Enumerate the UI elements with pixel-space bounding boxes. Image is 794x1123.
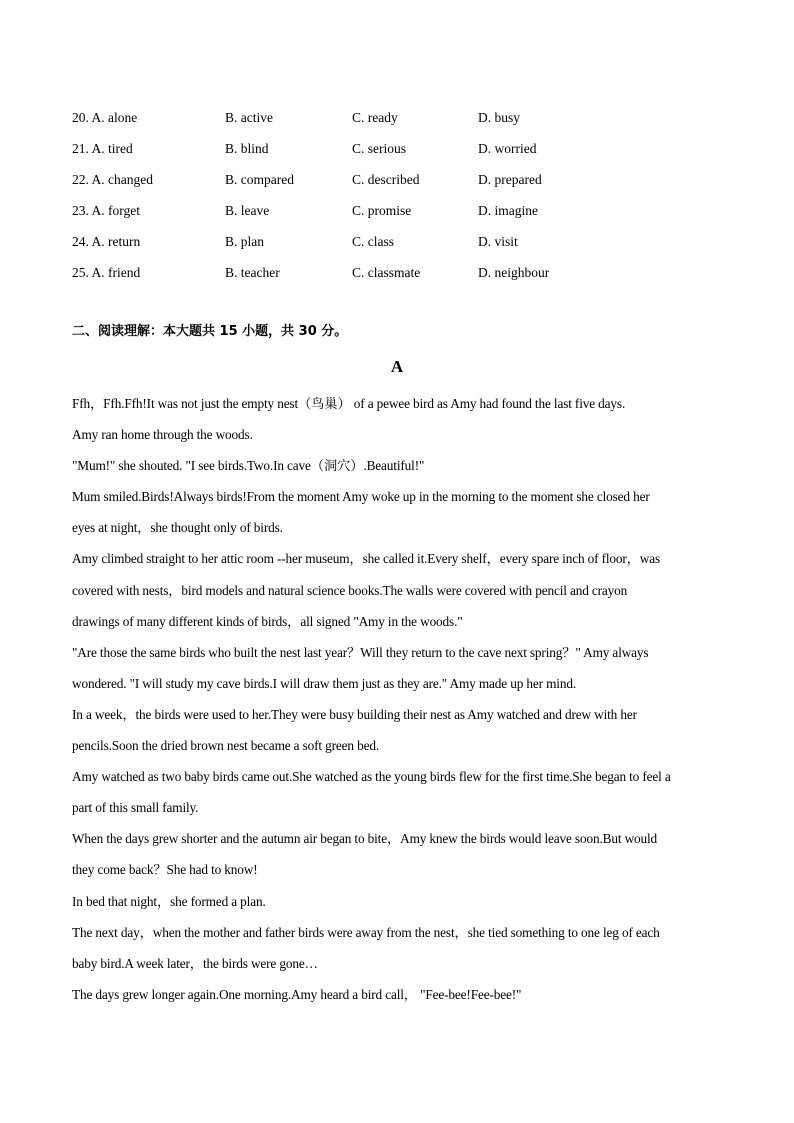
- passage-line: part of this small family.: [72, 800, 199, 816]
- passage-line: Mum smiled.Birds!Always birds!From the moment Amy woke up in the morning to the moment she closed her: [72, 489, 650, 505]
- option-a: 21. A. tired: [72, 140, 133, 156]
- option-d: D. worried: [478, 140, 537, 156]
- option-c: C. serious: [352, 140, 406, 156]
- option-b: B. teacher: [225, 264, 280, 280]
- passage-line: The days grew longer again.One morning.Amy heard a bird call， "Fee-bee!Fee-bee!": [72, 986, 522, 1002]
- passage-line: When the days grew shorter and the autumn air began to bite，Amy knew the birds would leave soon.But would: [72, 831, 658, 847]
- passage-line: drawings of many different kinds of birds，all signed "Amy in the woods.": [72, 613, 463, 629]
- option-row-21: [72, 133, 712, 164]
- option-b: B. compared: [225, 171, 294, 187]
- passage-line: wondered. "I will study my cave birds.I will draw them just as they are." Amy made up her mind.: [72, 675, 576, 691]
- passage-line: Amy climbed straight to her attic room --her museum，she called it.Every shelf，every spare inch of floor，was: [72, 551, 661, 567]
- passage-line: baby bird.A week later，the birds were gone…: [72, 955, 318, 971]
- option-b: B. plan: [225, 233, 264, 249]
- passage-line: "Mum!" she shouted. "I see birds.Two.In cave（洞穴）.Beautiful!": [72, 458, 425, 474]
- option-a: 20. A. alone: [72, 109, 138, 125]
- passage-line: eyes at night，she thought only of birds.: [72, 520, 283, 536]
- option-b: B. active: [225, 109, 273, 125]
- passage-line: "Are those the same birds who built the nest last year？Will they return to the cave next spring？" Amy always: [72, 644, 649, 660]
- passage-line: they come back？She had to know!: [72, 862, 258, 878]
- option-d: D. busy: [478, 109, 521, 125]
- passage-text: [72, 392, 732, 1014]
- option-c: C. described: [352, 171, 420, 187]
- option-a: 23. A. forget: [72, 202, 140, 218]
- option-row-25: [72, 257, 712, 288]
- option-d: D. imagine: [478, 202, 538, 218]
- option-row-24: [72, 226, 712, 257]
- passage-title: A: [390, 357, 404, 376]
- option-row-22: [72, 164, 712, 195]
- option-c: C. classmate: [352, 264, 421, 280]
- passage-line: In a week，the birds were used to her.They were busy building their nest as Amy watched and drew with her: [72, 706, 637, 722]
- option-d: D. prepared: [478, 171, 542, 187]
- options-table: [72, 102, 712, 288]
- passage-line: covered with nests，bird models and natural science books.The walls were covered with pencil and crayon: [72, 582, 628, 598]
- option-a: 24. A. return: [72, 233, 141, 249]
- option-b: B. leave: [225, 202, 270, 218]
- option-b: B. blind: [225, 140, 269, 156]
- passage-line: The next day，when the mother and father birds were away from the nest，she tied something to one leg of each: [72, 924, 660, 940]
- passage-line: Amy ran home through the woods.: [72, 427, 253, 443]
- option-c: C. promise: [352, 202, 412, 218]
- section-heading: 二、阅读理解：本大题共 15 小题，共 30 分。: [72, 324, 348, 339]
- passage-line: Ffh，Ffh.Ffh!It was not just the empty nest（鸟巢） of a pewee bird as Amy had found the last five days.: [72, 396, 626, 411]
- option-row-23: [72, 195, 712, 226]
- option-c: C. class: [352, 233, 394, 249]
- passage-line: Amy watched as two baby birds came out.She watched as the young birds flew for the first time.She began to feel a: [72, 769, 671, 785]
- option-a: 22. A. changed: [72, 171, 153, 187]
- option-d: D. neighbour: [478, 264, 550, 280]
- option-c: C. ready: [352, 109, 398, 125]
- option-d: D. visit: [478, 233, 518, 249]
- passage-line: pencils.Soon the dried brown nest became a soft green bed.: [72, 738, 380, 754]
- option-a: 25. A. friend: [72, 264, 141, 280]
- passage-line: In bed that night，she formed a plan.: [72, 893, 266, 909]
- option-row-20: [72, 102, 712, 133]
